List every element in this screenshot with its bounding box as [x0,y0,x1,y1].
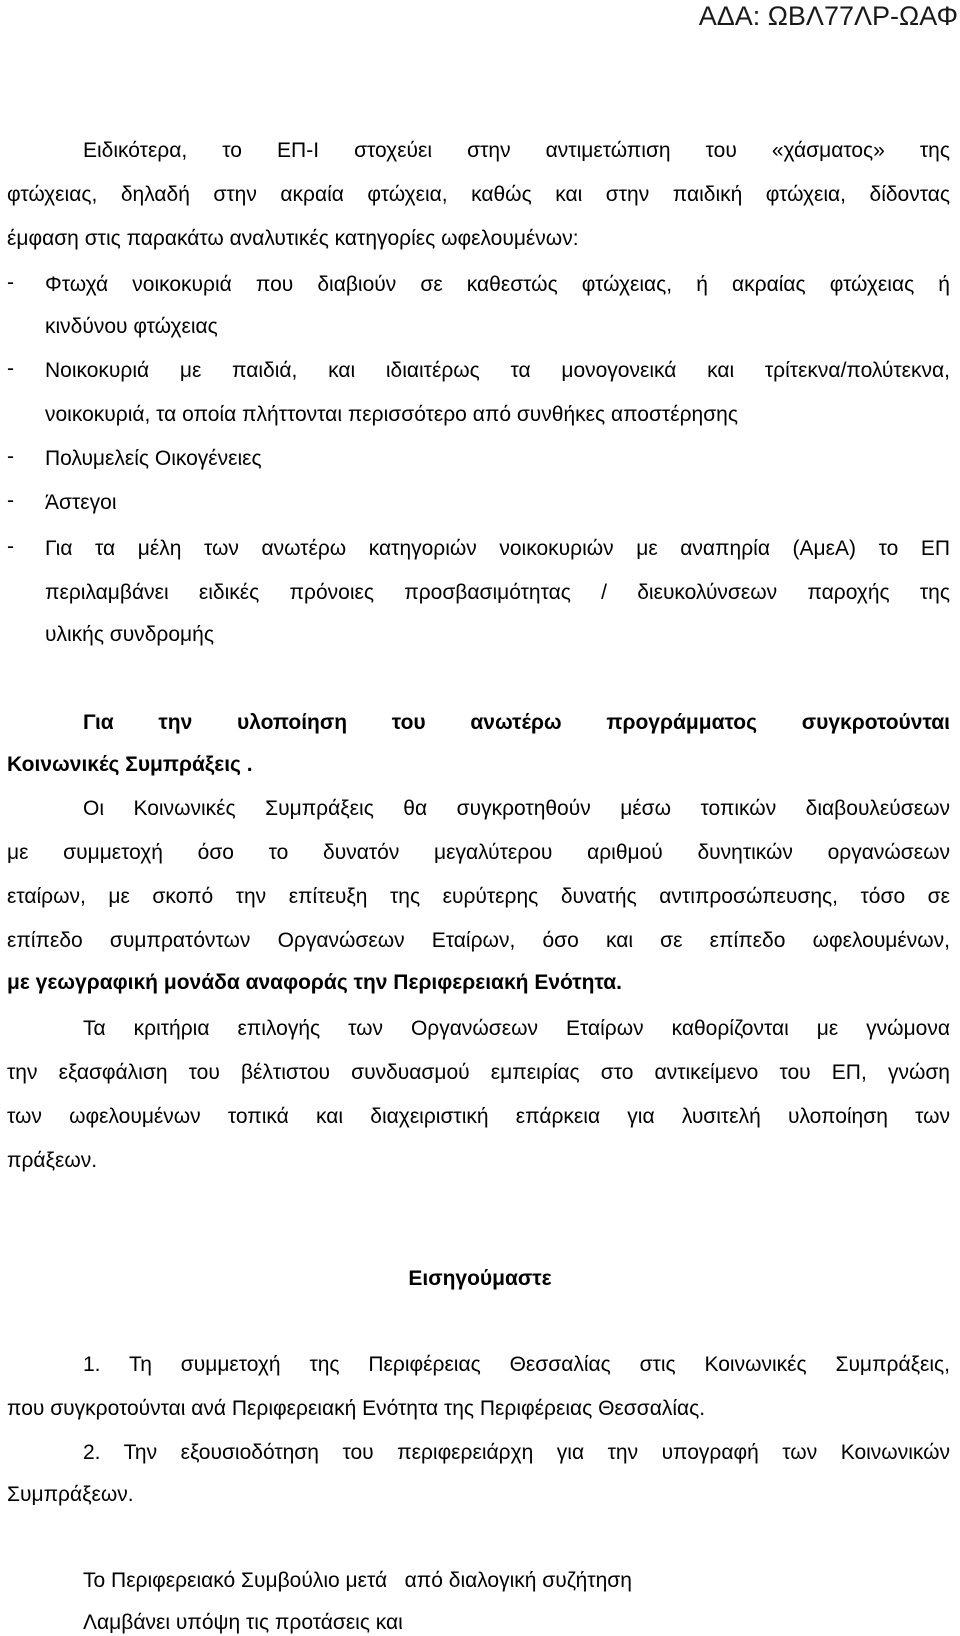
proposal-item-2-line-2: Συμπράξεων. [7,1483,134,1506]
para2-line-4: επίπεδο συμπρατόντων Οργανώσεων Εταίρων, όσο και σε επίπεδο ωφελουμένων, [7,929,950,952]
proposal-item-2-line-1: 2. Την εξουσιοδότηση του περιφερειάρχη για την υπογραφή των Κοινωνικών [83,1441,950,1464]
bullet-marker: - [7,271,14,294]
intro-line-1: Ειδικότερα, το ΕΠ-Ι στοχεύει στην αντιμετώπιση του «χάσματος» της [83,139,950,162]
bullet-4: Άστεγοι [45,491,117,514]
bullet-2-line-2: νοικοκυριά, τα οποία πλήττονται περισσότερο από συνθήκες αποστέρησης [45,403,738,426]
ada-code: ΑΔΑ: ΩΒΛ77ΛΡ-ΩΑΦ [698,1,958,31]
bullet-2-line-1: Νοικοκυριά με παιδιά, και ιδιαιτέρως τα μονογονεικά και τρίτεκνα/πολύτεκνα, [45,359,950,382]
para2-line-2: με συμμετοχή όσο το δυνατόν μεγαλύτερου αριθμού δυνητικών οργανώσεων [7,841,950,864]
para3-line-2: την εξασφάλιση του βέλτιστου συνδυασμού εμπειρίας στο αντικείμενο του ΕΠ, γνώση [7,1061,950,1084]
intro-line-2: φτώχειας, δηλαδή στην ακραία φτώχεια, καθώς και στην παιδική φτώχεια, δίδοντας [7,183,950,206]
bullet-marker: - [7,357,14,380]
bullet-5-line-3: υλικής συνδρομής [45,623,214,646]
bullet-marker: - [7,535,14,558]
para2-line-3: εταίρων, με σκοπό την επίτευξη της ευρύτερης δυνατής αντιπροσώπευσης, τόσο σε [7,885,950,908]
para3-line-3: των ωφελουμένων τοπικά και διαχειριστική επάρκεια για λυσιτελή υλοποίηση των [7,1105,950,1128]
para2-line-1: Οι Κοινωνικές Συμπράξεις θα συγκροτηθούν μέσω τοπικών διαβουλεύσεων [83,797,950,820]
bullet-3: Πολυμελείς Οικογένειες [45,447,262,470]
proposal-item-1-line-1: 1. Τη συμμετοχή της Περιφέρειας Θεσσαλίας στις Κοινωνικές Συμπράξεις, [83,1353,950,1376]
intro-line-3: έμφαση στις παρακάτω αναλυτικές κατηγορίες ωφελουμένων: [7,227,579,250]
para3-line-1: Τα κριτήρια επιλογής των Οργανώσεων Εταίρων καθορίζονται με γνώμονα [83,1017,950,1040]
bold-line-2: Κοινωνικές Συμπράξεις . [7,753,253,776]
proposal-heading: Εισηγούμαστε [408,1267,552,1290]
proposal-item-1-line-2: που συγκροτούνται ανά Περιφερειακή Ενότητα της Περιφέρειας Θεσσαλίας. [7,1397,706,1420]
bullet-marker: - [7,489,14,512]
bullet-marker: - [7,445,14,468]
bold-line-1: Για την υλοποίηση του ανωτέρω προγράμματος συγκροτούνται [83,711,950,734]
para2-line-5: με γεωγραφική μονάδα αναφοράς την Περιφερειακή Ενότητα. [7,971,622,994]
closing-line-1: Το Περιφερειακό Συμβούλιο μετά από διαλογική συζήτηση [83,1569,632,1592]
bullet-1-line-1: Φτωχά νοικοκυριά που διαβιούν σε καθεστώς φτώχειας, ή ακραίας φτώχειας ή [45,273,950,296]
bullet-5-line-1: Για τα μέλη των ανωτέρω κατηγοριών νοικοκυριών με αναπηρία (ΑμεΑ) το ΕΠ [45,537,950,560]
bullet-5-line-2: περιλαμβάνει ειδικές πρόνοιες προσβασιμότητας / διευκολύνσεων παροχής της [45,581,950,604]
bullet-1-line-2: κινδύνου φτώχειας [45,315,218,338]
para3-line-4: πράξεων. [7,1149,98,1172]
closing-line-2: Λαμβάνει υπόψη τις προτάσεις και [83,1611,403,1634]
